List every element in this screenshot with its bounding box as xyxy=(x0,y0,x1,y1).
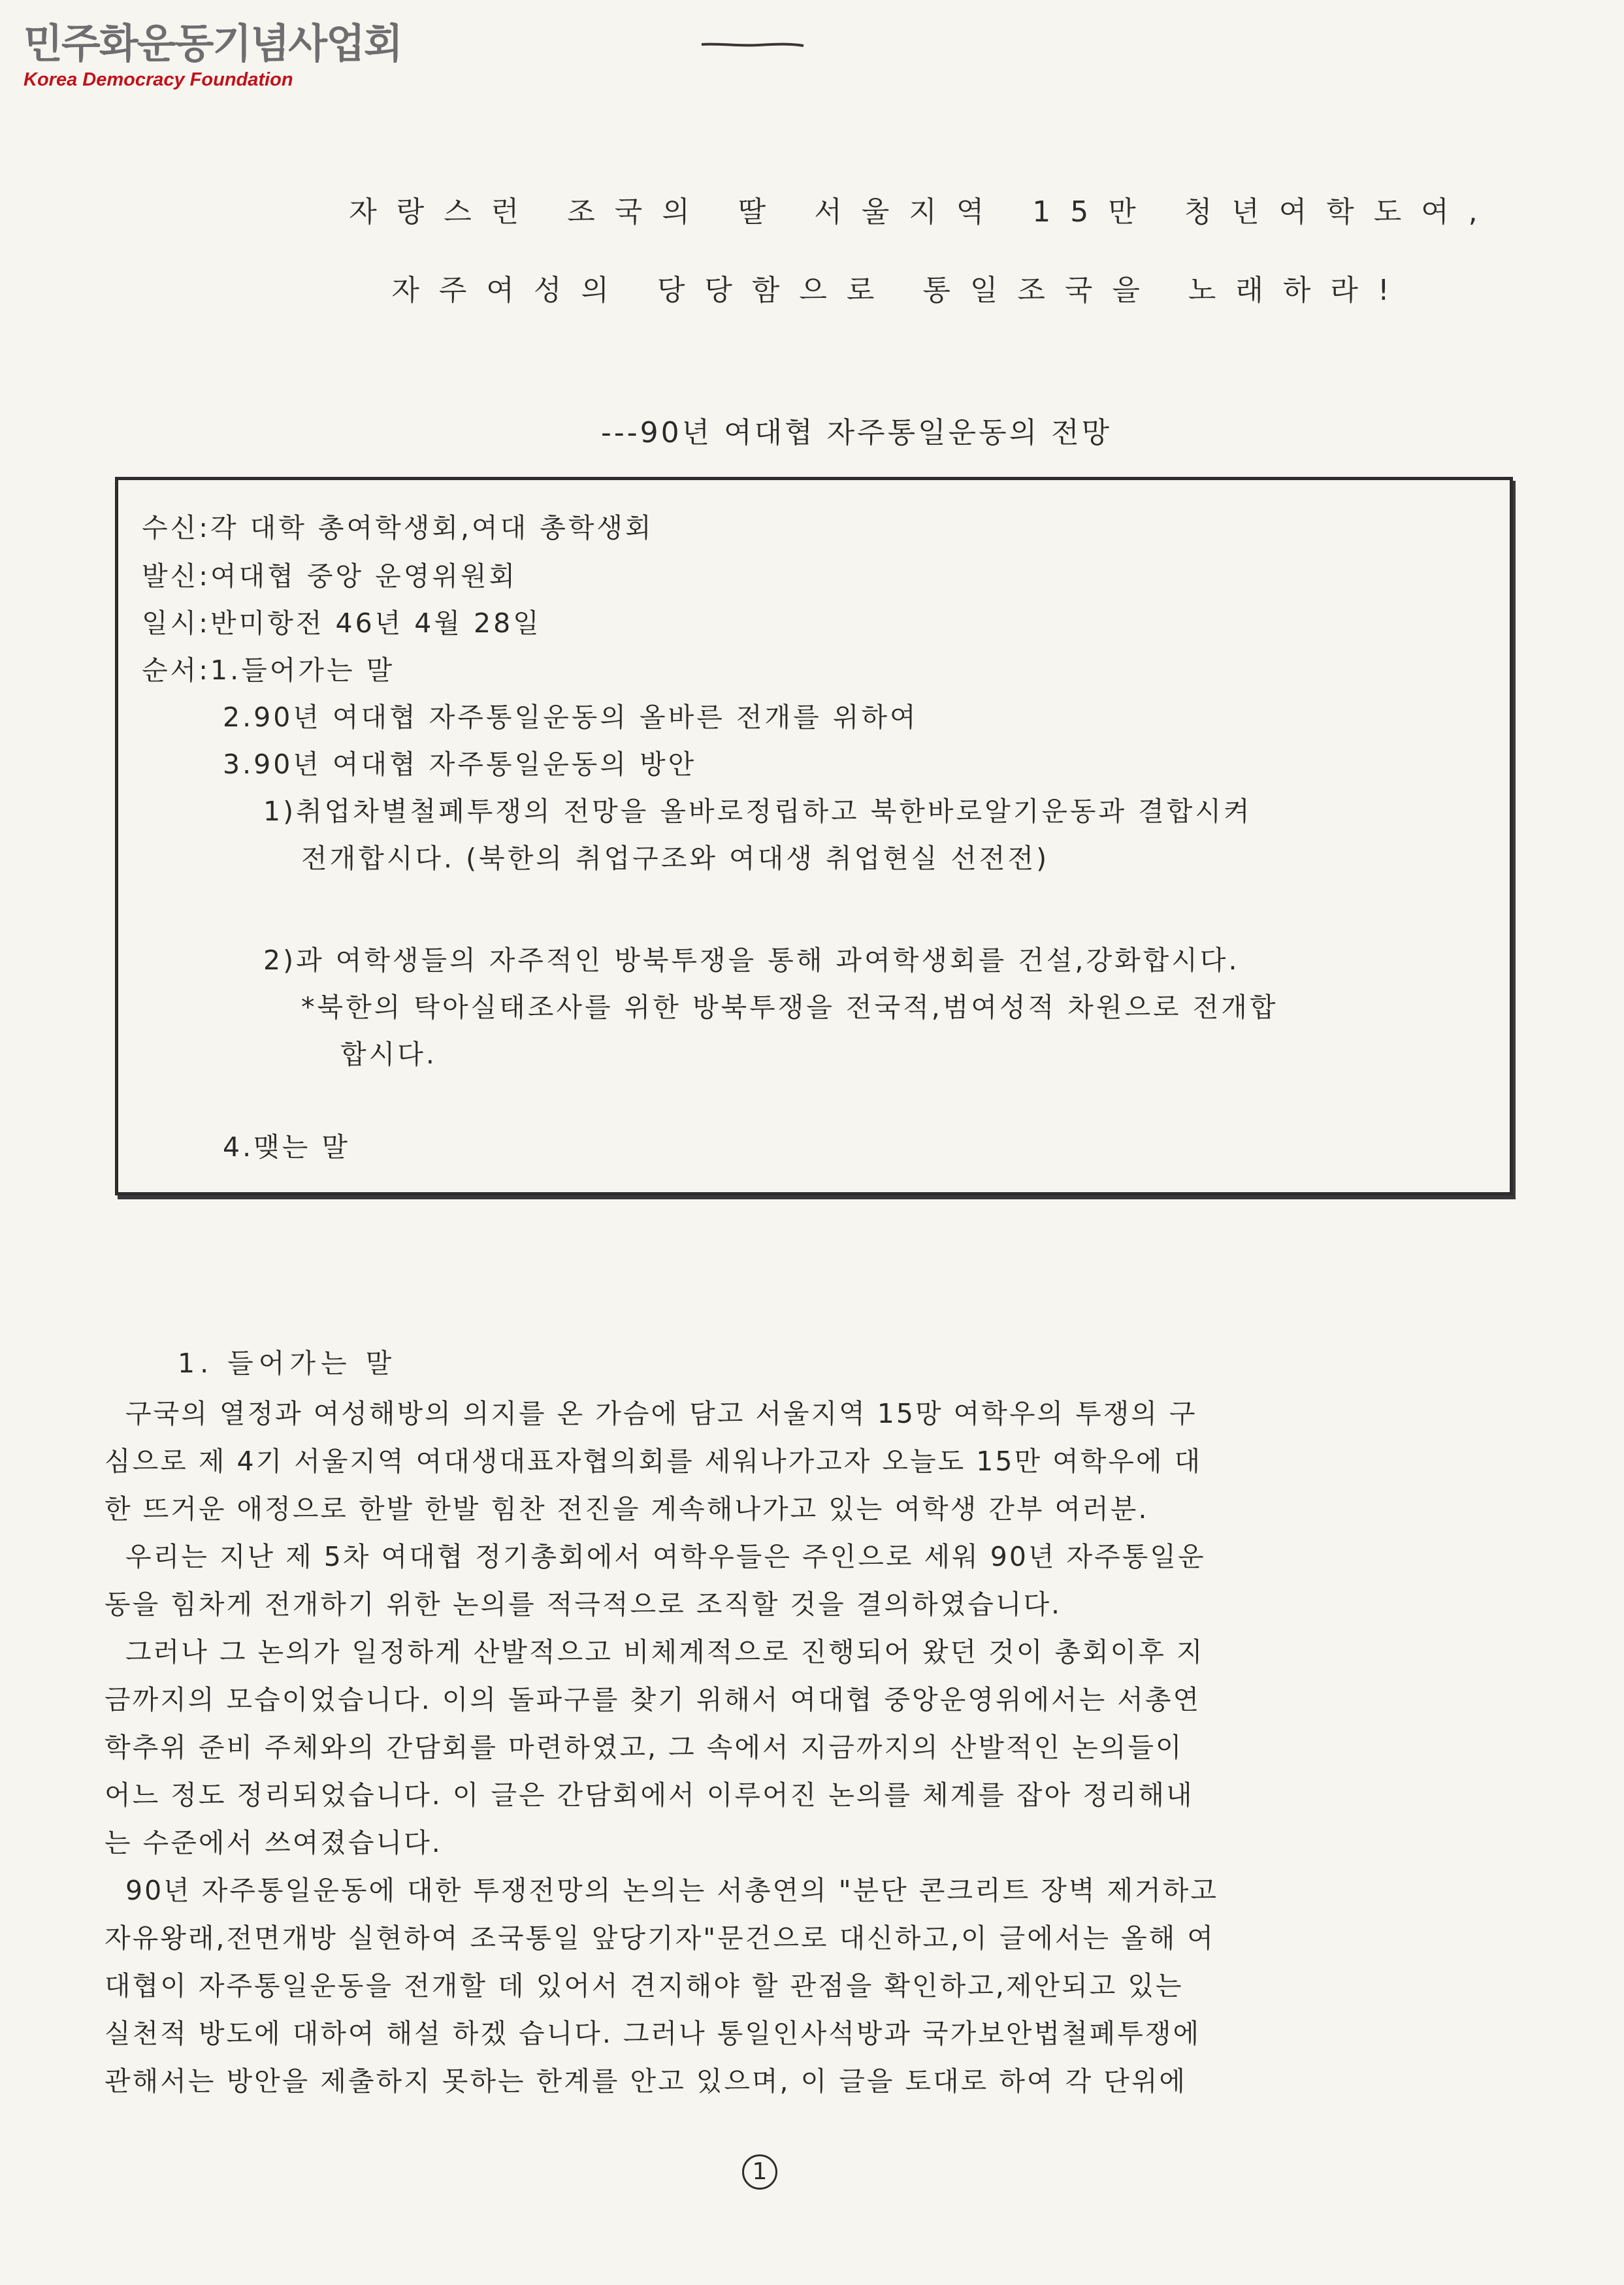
body-line: 어느 정도 정리되었습니다. 이 글은 간담회에서 이루어진 논의를 체계를 잡아 정리해내 xyxy=(105,1779,1194,1811)
order-item-3: 3.90년 여대협 자주통일운동의 방안 xyxy=(223,749,697,780)
body-line: 심으로 제 4기 서울지역 여대생대표자협의회를 세워나가고자 오늘도 15만 여학우에 대 xyxy=(105,1446,1203,1477)
foundation-logo xyxy=(24,20,402,90)
logo-korean-text: 민주화운동기념사업회 xyxy=(24,20,402,67)
order-sub-item-1: 1)취업차별철폐투쟁의 전망을 올바로정립하고 북한바로알기운동과 결합시켜 xyxy=(263,796,1252,827)
headline-line-1: 자랑스런 조국의 딸 서울지역 15만 청년여학도여, xyxy=(349,195,1497,229)
body-line: 학추위 준비 주체와의 간담회를 마련하였고, 그 속에서 지금까지의 산발적인 논의들이 xyxy=(105,1732,1184,1763)
body-text xyxy=(105,1390,1476,2105)
headline-line-2: 자주여성의 당당함으로 통일조국을 노래하라! xyxy=(391,274,1409,307)
order-sub-item-2: 2)과 여학생들의 자주적인 방북투쟁을 통해 과여학생회를 건설,강화합시다. xyxy=(263,945,1240,976)
order-item-4: 4.맺는 말 xyxy=(223,1131,350,1163)
page-number: 1 xyxy=(742,2154,777,2190)
body-line: 그러나 그 논의가 일정하게 산발적으고 비체계적으로 진행되어 왔던 것이 총회이후 지 xyxy=(125,1636,1205,1668)
body-line: 자유왕래,전면개방 실현하여 조국통일 앞당기자"문건으로 대신하고,이 글에서는 올해 여 xyxy=(105,1922,1215,1954)
order-sub-item-1-cont: 전개합시다. (북한의 취업구조와 여대생 취업현실 선전전) xyxy=(301,843,1050,874)
sender-line: 발신:여대협 중앙 운영위원회 xyxy=(142,560,518,592)
body-line: 대협이 자주통일운동을 전개할 데 있어서 견지해야 할 관점을 확인하고,제안되고 있는 xyxy=(105,1970,1184,2001)
body-line: 한 뜨거운 애정으로 한발 한발 힘찬 전진을 계속해나가고 있는 여학생 간부 여러분. xyxy=(105,1493,1149,1525)
body-line: 구국의 열정과 여성해방의 의지를 온 가슴에 담고 서울지역 15망 여학우의 투쟁의 구 xyxy=(125,1398,1197,1429)
order-item-2: 2.90년 여대협 자주통일운동의 올바른 전개를 위하여 xyxy=(223,702,918,733)
summary-box xyxy=(115,477,1513,1195)
recipient-line: 수신:각 대학 총여학생회,여대 총학생회 xyxy=(142,512,654,543)
order-note-cont: 합시다. xyxy=(340,1039,437,1070)
scribble-mark xyxy=(700,42,805,48)
date-line: 일시:반미항전 46년 4월 28일 xyxy=(142,608,542,639)
body-line: 관해서는 방안을 제출하지 못하는 한계를 안고 있으며, 이 글을 토대로 하여 각 단위에 xyxy=(105,2066,1188,2097)
document-subtitle: ---90년 여대협 자주통일운동의 전망 xyxy=(601,416,1112,449)
section-heading: 1. 들어가는 말 xyxy=(178,1348,397,1379)
body-line: 금까지의 모습이었습니다. 이의 돌파구를 찾기 위해서 여대협 중앙운영위에서는 서총연 xyxy=(105,1684,1201,1715)
body-line: 우리는 지난 제 5차 여대협 정기총회에서 여학우들은 주인으로 세워 90년 자주통일운 xyxy=(125,1541,1206,1572)
body-line: 는 수준에서 쓰여졌습니다. xyxy=(105,1827,442,1858)
order-note: *북한의 탁아실태조사를 위한 방북투쟁을 전국적,범여성적 차원으로 전개합 xyxy=(301,992,1278,1023)
logo-english-text: Korea Democracy Foundation xyxy=(24,69,293,90)
order-line: 순서:1.들어가는 말 xyxy=(142,655,395,686)
body-line: 동을 힘차게 전개하기 위한 논의를 적극적으로 조직할 것을 결의하였습니다. xyxy=(105,1589,1062,1620)
body-line: 90년 자주통일운동에 대한 투쟁전망의 논의는 서총연의 "분단 콘크리트 장벽 제거하고 xyxy=(125,1875,1218,1906)
body-line: 실천적 방도에 대하여 해설 하겠 습니다. 그러나 통일인사석방과 국가보안법철폐투쟁에 xyxy=(105,2018,1201,2049)
